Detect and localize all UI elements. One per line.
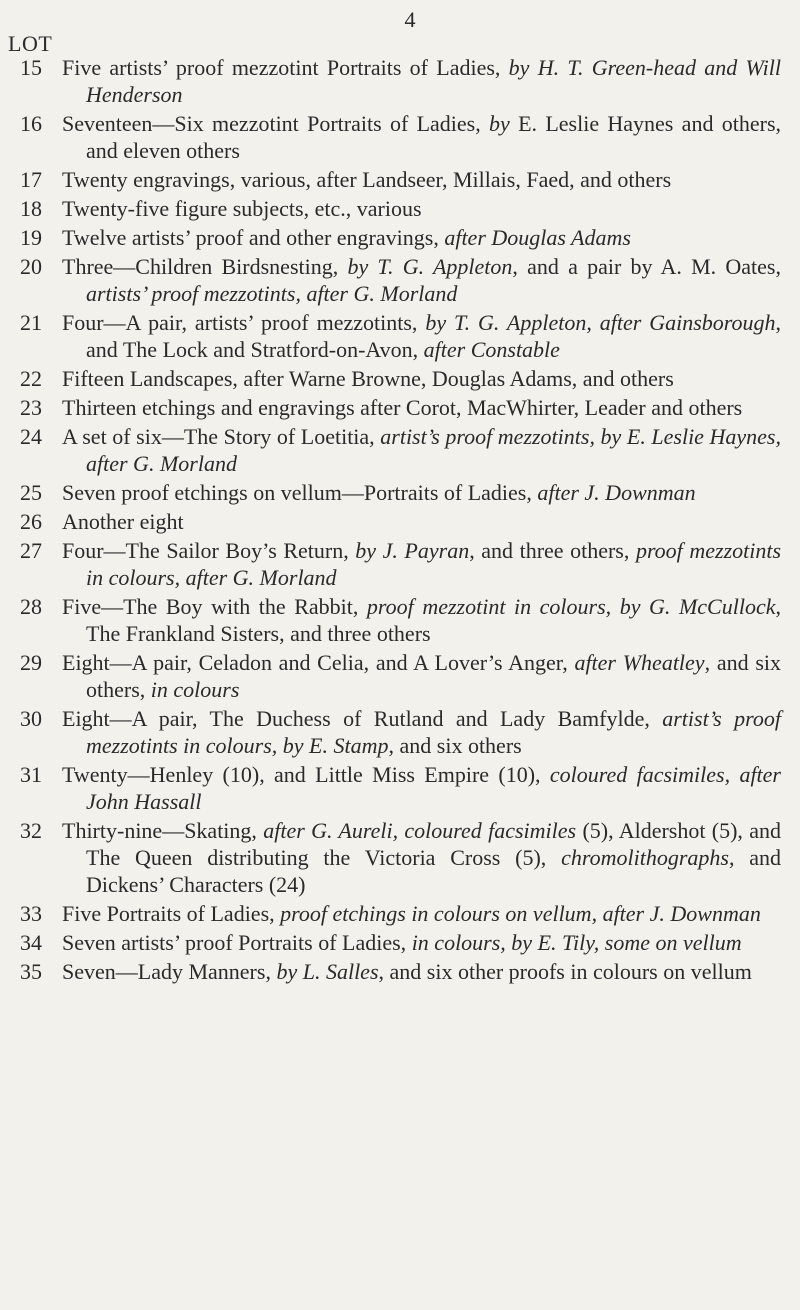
lot-description: A set of six—The Story of Loetitia, artist’s proof mezzotints, by E. Leslie Haynes, after G. Morland [62,424,781,476]
lot-number: 22 [20,366,42,391]
lot-entry [0,309,800,363]
lot-entry [0,900,800,927]
lot-entry [0,479,800,506]
lot-entry [0,365,800,392]
lot-number: 29 [20,650,42,675]
lot-number: 24 [20,424,42,449]
lot-description: Eight—A pair, The Duchess of Rutland and Lady Bamfylde, artist’s proof mezzotints in colours, by E. Stamp, and six others [62,706,781,758]
lot-entry [0,537,800,591]
lot-description: Seven proof etchings on vellum—Portraits of Ladies, after J. Downman [62,480,696,505]
lot-entry [0,166,800,193]
lot-description: Four—The Sailor Boy’s Return, by J. Payran, and three others, proof mezzotints in colours, after G. Morland [62,538,782,590]
lot-number: 31 [20,762,42,787]
lot-number: 26 [20,509,42,534]
lot-description: Four—A pair, artists’ proof mezzotints, by T. G. Appleton, after Gainsborough, and The Lock and Stratford-on-Avon, after Constable [62,310,781,362]
lot-number: 17 [20,167,42,192]
lot-description: Five—The Boy with the Rabbit, proof mezzotint in colours, by G. McCullock, The Frankland Sisters, and three others [62,594,781,646]
lot-number: 32 [20,818,42,843]
lot-number: 15 [20,55,42,80]
lot-description: Fifteen Landscapes, after Warne Browne, Douglas Adams, and others [62,366,674,391]
lot-column-header: LOT [8,31,53,56]
lot-entry [0,508,800,535]
lot-description: Three—Children Birdsnesting, by T. G. Appleton, and a pair by A. M. Oates, artists’ proof mezzotints, after G. Morland [62,254,781,306]
lot-entry [0,649,800,703]
lot-entry [0,110,800,164]
lot-number: 28 [20,594,42,619]
lot-entry [0,195,800,222]
lot-description: Thirty-nine—Skating, after G. Aureli, coloured facsimiles (5), Aldershot (5), and The Queen distributing the Victoria Cross (5), chromolithographs, and Dickens’ Characters (24) [62,818,782,897]
lot-description: Five Portraits of Ladies, proof etchings in colours on vellum, after J. Downman [62,901,761,926]
lot-description: Seven—Lady Manners, by L. Salles, and six other proofs in colours on vellum [62,959,752,984]
lot-number: 34 [20,930,42,955]
lot-entry [0,423,800,477]
lot-entry [0,394,800,421]
lot-description: Five artists’ proof mezzotint Portraits of Ladies, by H. T. Green-head and Will Henderson [62,55,781,107]
lot-number: 23 [20,395,42,420]
lot-entry [0,54,800,108]
lot-description: Twenty engravings, various, after Landseer, Millais, Faed, and others [62,167,672,192]
lot-description: Seventeen—Six mezzotint Portraits of Ladies, by E. Leslie Haynes and others, and eleven others [62,111,782,163]
lot-number: 27 [20,538,42,563]
lot-description: Twelve artists’ proof and other engravings, after Douglas Adams [62,225,631,250]
lot-number: 20 [20,254,42,279]
lot-entry [0,761,800,815]
lot-list [0,54,800,987]
lot-description: Eight—A pair, Celadon and Celia, and A Lover’s Anger, after Wheatley, and six others, in colours [62,650,781,702]
lot-number: 21 [20,310,42,335]
page-number: 4 [404,7,416,32]
lot-number: 25 [20,480,42,505]
lot-description: Seven artists’ proof Portraits of Ladies, in colours, by E. Tily, some on vellum [62,930,742,955]
lot-number: 30 [20,706,42,731]
lot-description: Twenty—Henley (10), and Little Miss Empire (10), coloured facsimiles, after John Hassall [62,762,781,814]
lot-entry [0,817,800,898]
lot-description: Thirteen etchings and engravings after Corot, MacWhirter, Leader and others [62,395,743,420]
lot-number: 35 [20,959,42,984]
lot-number: 16 [20,111,42,136]
lot-entry [0,224,800,251]
lot-number: 33 [20,901,42,926]
lot-entry [0,705,800,759]
lot-description: Another eight [62,509,184,534]
lot-entry [0,593,800,647]
lot-number: 18 [20,196,42,221]
lot-description: Twenty-five figure subjects, etc., various [62,196,422,221]
lot-number: 19 [20,225,42,250]
lot-entry [0,958,800,985]
lot-entry [0,253,800,307]
lot-entry [0,929,800,956]
